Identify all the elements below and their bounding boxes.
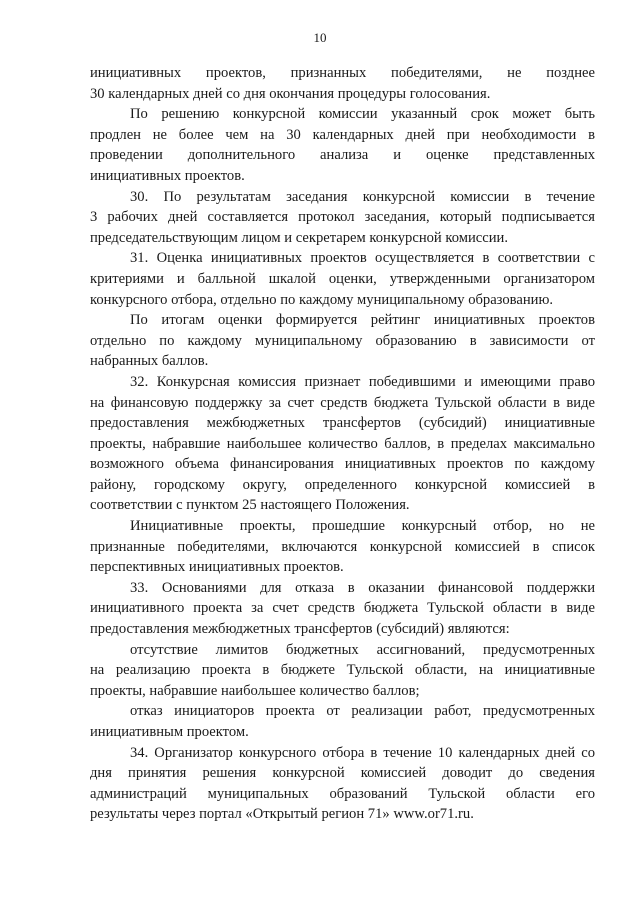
paragraph-31 — [90, 248, 595, 310]
text-line: администраций муниципальных образований Тульской области его — [90, 785, 595, 802]
text-line: инициативных проектов. — [90, 167, 245, 184]
text-line: предоставления межбюджетных трансфертов (субсидий) являются: — [90, 621, 510, 638]
text-line: отдельно по каждому муниципальному образованию в зависимости от — [90, 332, 595, 349]
text-line: соответствии с пунктом 25 настоящего Положения. — [90, 497, 410, 514]
text-line: району, городскому округу, определенного конкурсной комиссией в — [90, 476, 595, 493]
paragraph-perspective — [90, 516, 595, 578]
text-line: отсутствие лимитов бюджетных ассигнований, предусмотренных — [130, 641, 595, 658]
paragraph-30 — [90, 187, 595, 249]
text-line: на реализацию проекта в бюджете Тульской области, на инициативные — [90, 662, 595, 679]
text-line: продлен не более чем на 30 календарных дней при необходимости в — [90, 126, 595, 143]
text-line: критериями и балльной шкалой оценки, утвержденными организатором — [90, 270, 595, 287]
paragraph-33-a — [90, 640, 595, 702]
document-body — [90, 63, 595, 825]
text-line: 32. Конкурсная комиссия признает победившими и имеющими право — [130, 373, 595, 390]
text-line: признанные победителями, включаются конкурсной комиссией в список — [90, 538, 595, 555]
text-line: возможного объема финансирования инициативных проектов по каждому — [90, 456, 595, 473]
text-line: По решению конкурсной комиссии указанный срок может быть — [130, 106, 595, 123]
text-line: на финансовую поддержку за счет средств бюджета Тульской области в виде — [90, 394, 595, 411]
paragraph-rating — [90, 310, 595, 372]
text-line: инициативного проекта за счет средств бюджета Тульской области в виде — [90, 600, 595, 617]
text-line: результаты через портал «Открытый регион 71» www.or71.ru. — [90, 806, 474, 823]
text-line: проекты, набравшие наибольшее количество баллов, в пределах максимально — [90, 435, 595, 452]
paragraph-34 — [90, 743, 595, 825]
text-line: инициативным проектом. — [90, 724, 249, 740]
text-line: По итогам оценки формируется рейтинг инициативных проектов — [130, 312, 595, 329]
text-line: 33. Основаниями для отказа в оказании финансовой поддержки — [130, 579, 595, 596]
text-line: 34. Организатор конкурсного отбора в течение 10 календарных дней со — [130, 744, 595, 761]
paragraph-32 — [90, 372, 595, 516]
paragraph-33 — [90, 578, 595, 640]
text-line: 30 календарных дней со дня окончания процедуры голосования. — [90, 85, 491, 102]
text-line: конкурсного отбора, отдельно по каждому муниципальному образованию. — [90, 291, 554, 308]
text-line: дня принятия решения конкурсной комиссией доводит до сведения — [90, 765, 595, 782]
paragraph-extension — [90, 104, 595, 186]
text-line: проведении дополнительного анализа и оценке представленных — [90, 147, 595, 164]
text-line: набранных баллов. — [90, 353, 209, 370]
text-line: 31. Оценка инициативных проектов осуществляется в соответствии с — [130, 250, 595, 267]
text-line: 30. По результатам заседания конкурсной комиссии в течение — [130, 188, 595, 205]
paragraph-33-b — [90, 701, 595, 742]
text-line: предоставления межбюджетных трансфертов (субсидий) инициативные — [90, 415, 595, 432]
text-line: председательствующим лицом и секретарем конкурсной комиссии. — [90, 229, 509, 246]
page-number: 10 — [313, 30, 327, 45]
text-line: 3 рабочих дней составляется протокол заседания, который подписывается — [90, 209, 595, 226]
paragraph-continuation — [90, 63, 595, 104]
text-line: проекты, набравшие наибольшее количество баллов; — [90, 682, 420, 699]
text-line: инициативных проектов, признанных победителями, не позднее — [90, 65, 595, 81]
text-line: Инициативные проекты, прошедшие конкурсный отбор, но не — [130, 518, 595, 535]
text-line: перспективных инициативных проектов. — [90, 559, 344, 576]
text-line: отказ инициаторов проекта от реализации работ, предусмотренных — [130, 703, 595, 720]
